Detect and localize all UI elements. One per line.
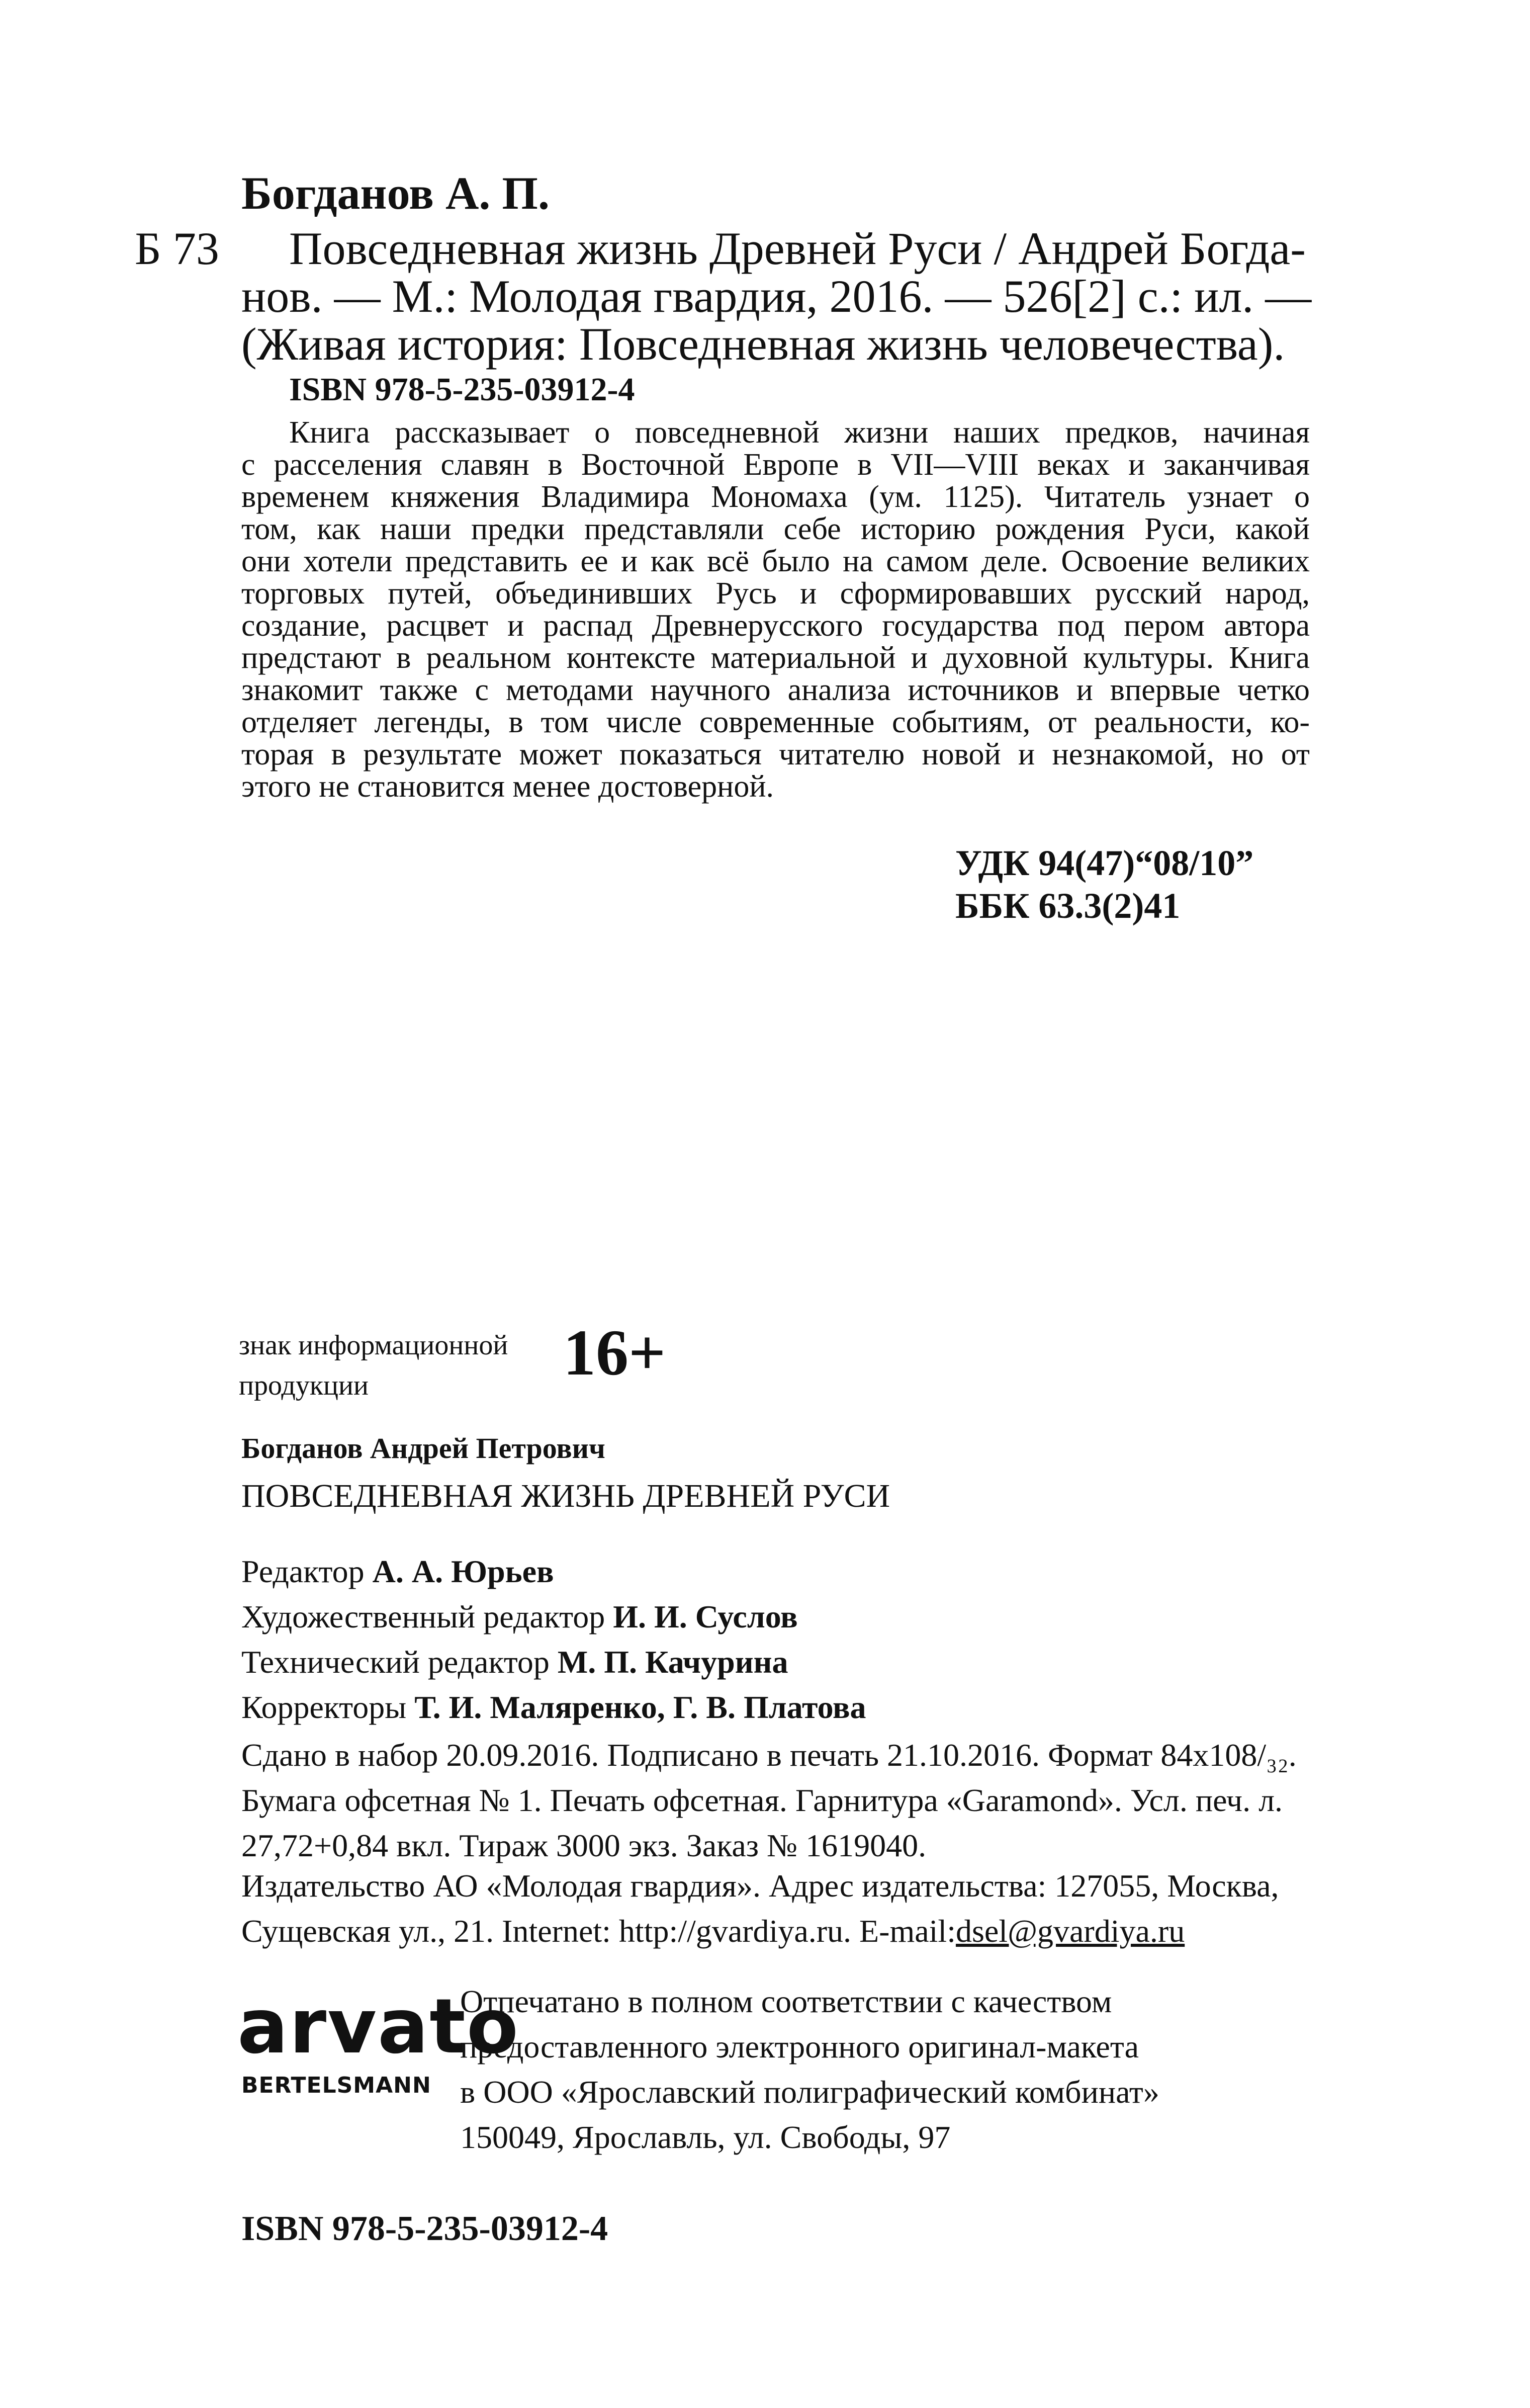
editor-line: Художественный редактор И. И. Суслов bbox=[241, 1599, 798, 1635]
printer-line: в ООО «Ярославский полиграфический комбинат» bbox=[460, 2074, 1159, 2110]
annotation-line: торая в результате может показаться читателю новой и незнакомой, но от bbox=[241, 737, 1310, 771]
annotation bbox=[241, 416, 1310, 803]
annotation-line: торговых путей, объединивших Русь и сформировавших русский народ, bbox=[241, 576, 1310, 611]
printer-line: 150049, Ярославль, ул. Свободы, 97 bbox=[460, 2119, 951, 2155]
title-line-2: нов. — М.: Молодая гвардия, 2016. — 526[2] с.: ил. — bbox=[241, 271, 1312, 322]
age-mark-label bbox=[239, 1325, 508, 1406]
age-rating: 16+ bbox=[563, 1317, 666, 1389]
arvato-logo: arvato bbox=[237, 1983, 519, 2071]
title-line-1: Повседневная жизнь Древней Руси / Андрей Богда- bbox=[289, 223, 1306, 274]
title-caps: ПОВСЕДНЕВНАЯ ЖИЗНЬ ДРЕВНЕЙ РУСИ bbox=[241, 1478, 890, 1514]
isbn-header: ISBN 978-5-235-03912-4 bbox=[289, 371, 635, 408]
title-line-3: (Живая история: Повседневная жизнь человечества). bbox=[241, 318, 1285, 370]
production-block bbox=[241, 1733, 1297, 1868]
production-line: Сдано в набор 20.09.2016. Подписано в печать 21.10.2016. Формат 84x108/₃₂. bbox=[241, 1737, 1297, 1773]
udc-code: УДК 94(47)“08/10” bbox=[955, 843, 1254, 883]
publisher-line: Издательство АО «Молодая гвардия». Адрес издательства: 127055, Москва, bbox=[241, 1868, 1279, 1904]
printer-block bbox=[460, 1979, 1159, 2160]
classmark: Б 73 bbox=[135, 223, 219, 274]
annotation-line: они хотели представить ее и как всё было на самом деле. Освоение великих bbox=[241, 544, 1310, 578]
editors-block bbox=[241, 1549, 866, 1730]
editor-line: Редактор А. А. Юрьев bbox=[241, 1554, 554, 1589]
production-line: Бумага офсетная № 1. Печать офсетная. Гарнитура «Garamond». Усл. печ. л. bbox=[241, 1782, 1283, 1818]
annotation-line: временем княжения Владимира Мономаха (ум. 1125). Читатель узнает о bbox=[241, 480, 1310, 514]
printer-line: Отпечатано в полном соответствии с качеством bbox=[460, 1984, 1112, 2019]
annotation-line: отделяет легенды, в том числе современные событиям, от реальности, ко- bbox=[241, 705, 1310, 739]
printer-line: предоставленного электронного оригинал-макета bbox=[460, 2029, 1139, 2065]
annotation-line: предстают в реальном контексте материальной и духовной культуры. Книга bbox=[241, 641, 1310, 675]
publisher-line: Сущевская ул., 21. Internet: http://gvardiya.ru. E-mail:dsel@gvardiya.ru bbox=[241, 1913, 1185, 1949]
age-mark-label-line: продукции bbox=[239, 1370, 369, 1401]
production-line: 27,72+0,84 вкл. Тираж 3000 экз. Заказ № 1619040. bbox=[241, 1828, 927, 1863]
publisher-block bbox=[241, 1863, 1279, 1954]
author-full-name: Богданов Андрей Петрович bbox=[241, 1432, 605, 1465]
isbn-footer: ISBN 978-5-235-03912-4 bbox=[241, 2209, 608, 2248]
editor-line: Технический редактор М. П. Качурина bbox=[241, 1644, 788, 1680]
annotation-line: этого не становится менее достоверной. bbox=[241, 769, 774, 804]
editor-line: Корректоры Т. И. Маляренко, Г. В. Платова bbox=[241, 1689, 866, 1725]
annotation-line: создание, расцвет и распад Древнерусского государства под пером автора bbox=[241, 609, 1310, 643]
annotation-line: Книга рассказывает о повседневной жизни наших предков, начиная bbox=[289, 415, 1310, 450]
publisher-email-link[interactable]: dsel@gvardiya.ru bbox=[955, 1913, 1185, 1949]
author-heading: Богданов А. П. bbox=[241, 167, 550, 219]
annotation-line: том, как наши предки представляли себе историю рождения Руси, какой bbox=[241, 512, 1310, 546]
annotation-line: знакомит также с методами научного анализа источников и впервые четко bbox=[241, 673, 1310, 707]
age-mark-label-line: знак информационной bbox=[239, 1330, 508, 1361]
bbk-code: ББК 63.3(2)41 bbox=[955, 886, 1181, 926]
annotation-line: с расселения славян в Восточной Европе в VII—VIII веках и заканчивая bbox=[241, 448, 1310, 482]
bertelsmann-logo: BERTELSMANN bbox=[241, 2073, 431, 2098]
